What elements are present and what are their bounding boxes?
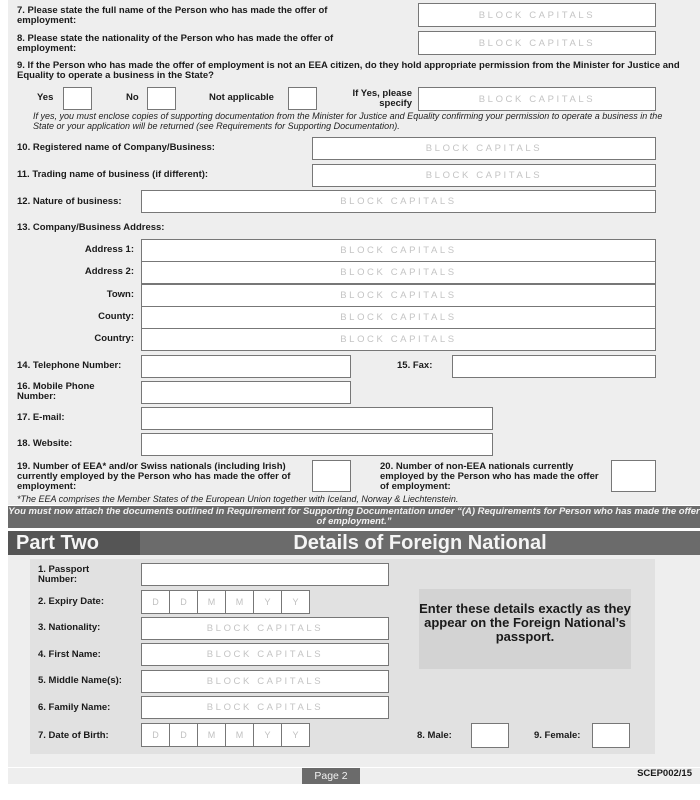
dob-year-1[interactable]: Y [253, 723, 282, 747]
q10-label: 10. Registered name of Company/Business: [17, 142, 215, 153]
placeholder: BLOCK CAPITALS [340, 312, 457, 323]
q9-no-checkbox[interactable] [147, 87, 176, 110]
q9-specify-label: If Yes, please specify [352, 88, 412, 109]
placeholder: BLOCK CAPITALS [206, 702, 324, 713]
passport-instruction-note: Enter these details exactly as they appear on the Foreign National’s passport. [419, 589, 631, 669]
town-label: Town: [106, 289, 134, 300]
address1-input[interactable] [141, 239, 656, 262]
placeholder: BLOCK CAPITALS [478, 9, 596, 21]
expiry-date-input[interactable] [141, 590, 309, 614]
q20-non-eea-count-input[interactable] [611, 460, 656, 492]
address2-input[interactable] [141, 261, 656, 284]
telephone-input[interactable] [141, 355, 351, 378]
q9-yes-label: Yes [37, 92, 54, 103]
placeholder: BLOCK CAPITALS [206, 676, 324, 687]
q9-yes-checkbox[interactable] [63, 87, 92, 110]
country-label: Country: [94, 333, 134, 344]
p2-q5-label: 5. Middle Name(s): [38, 675, 122, 686]
q16-label: 16. Mobile Phone Number: [17, 381, 95, 402]
placeholder: BLOCK CAPITALS [340, 267, 457, 278]
placeholder: BLOCK CAPITALS [206, 649, 324, 660]
q14-label: 14. Telephone Number: [17, 360, 122, 371]
placeholder: BLOCK CAPITALS [478, 93, 596, 105]
eea-footnote: *The EEA comprises the Member States of the European Union together with Iceland, Norway & Liechtenstein. [17, 494, 459, 504]
expiry-year-1[interactable]: Y [253, 590, 282, 614]
p2-q4-label: 4. First Name: [38, 649, 101, 660]
q9-specify-input[interactable] [418, 87, 656, 111]
fax-input[interactable] [452, 355, 656, 378]
county-input[interactable] [141, 306, 656, 329]
placeholder: BLOCK CAPITALS [425, 143, 543, 154]
p2-q3-label: 3. Nationality: [38, 622, 101, 633]
p2-q9-label: 9. Female: [534, 730, 581, 741]
p2-q6-label: 6. Family Name: [38, 702, 111, 713]
placeholder: BLOCK CAPITALS [340, 334, 457, 345]
attach-documents-banner: You must now attach the documents outlined in Requirement for Supporting Documentation under “(A) Requirements for Person who has made the offer of employment.” [8, 506, 700, 527]
form-code: SCEP002/15 [637, 768, 692, 779]
town-input[interactable] [141, 284, 656, 307]
q17-label: 17. E-mail: [17, 412, 65, 423]
q11-trading-name-input[interactable] [312, 164, 656, 187]
q8-offerer-nationality-input[interactable] [418, 31, 656, 55]
expiry-day-1[interactable]: D [141, 590, 170, 614]
placeholder: BLOCK CAPITALS [340, 290, 457, 301]
expiry-month-1[interactable]: M [197, 590, 226, 614]
p2-q2-label: 2. Expiry Date: [38, 596, 104, 607]
q19-label: 19. Number of EEA* and/or Swiss nationals (including Irish) currently employed by the Person who has made the offer of employment: [17, 461, 291, 492]
q20-label: 20. Number of non-EEA nationals currently employed by the Person who has made the offer of employment: [380, 461, 599, 492]
dob-day-2[interactable]: D [169, 723, 198, 747]
address1-label: Address 1: [84, 244, 134, 255]
q12-label: 12. Nature of business: [17, 196, 122, 207]
q19-eea-count-input[interactable] [312, 460, 351, 492]
first-name-input[interactable] [141, 643, 389, 666]
q18-label: 18. Website: [17, 438, 73, 449]
p2-q8-label: 8. Male: [417, 730, 452, 741]
q9-na-checkbox[interactable] [288, 87, 317, 110]
nationality-input[interactable] [141, 617, 389, 640]
placeholder: BLOCK CAPITALS [340, 196, 457, 207]
expiry-day-2[interactable]: D [169, 590, 198, 614]
female-checkbox[interactable] [592, 723, 630, 748]
q13-label: 13. Company/Business Address: [17, 222, 165, 233]
dob-day-1[interactable]: D [141, 723, 170, 747]
q7-offerer-name-input[interactable] [418, 3, 656, 27]
dob-month-1[interactable]: M [197, 723, 226, 747]
email-input[interactable] [141, 407, 493, 430]
page-number: Page 2 [302, 768, 360, 784]
county-label: County: [98, 311, 134, 322]
dob-year-2[interactable]: Y [281, 723, 310, 747]
expiry-month-2[interactable]: M [225, 590, 254, 614]
mobile-input[interactable] [141, 381, 351, 404]
q8-label: 8. Please state the nationality of the Person who has made the offer of employment: [17, 33, 334, 54]
p2-q7-label: 7. Date of Birth: [38, 730, 109, 741]
family-name-input[interactable] [141, 696, 389, 719]
q7-label: 7. Please state the full name of the Person who has made the offer of employment: [17, 5, 328, 26]
q9-label: 9. If the Person who has made the offer of employment is not an EEA citizen, do they hold appropriate permission from the Minister for Justice and Equality to operate a business in the State? [17, 60, 680, 81]
address2-label: Address 2: [84, 266, 134, 277]
placeholder: BLOCK CAPITALS [206, 623, 324, 634]
placeholder: BLOCK CAPITALS [425, 170, 543, 181]
dob-month-2[interactable]: M [225, 723, 254, 747]
q9-no-label: No [126, 92, 139, 103]
q9-note: If yes, you must enclose copies of supporting documentation from the Minister for Justice and Equality confirming your permission to operate a business in the State or your application will be returned (see Requirements for Supporting Documentation). [33, 111, 663, 131]
placeholder: BLOCK CAPITALS [478, 37, 596, 49]
q15-label: 15. Fax: [397, 360, 433, 371]
expiry-year-2[interactable]: Y [281, 590, 310, 614]
part-two-title: Details of Foreign National [293, 532, 547, 554]
part-two-tag: Part Two [8, 531, 140, 555]
country-input[interactable] [141, 328, 656, 351]
date-of-birth-input[interactable] [141, 723, 309, 747]
p2-q1-label: 1. Passport Number: [38, 564, 90, 585]
passport-number-input[interactable] [141, 563, 389, 586]
middle-name-input[interactable] [141, 670, 389, 693]
q10-registered-name-input[interactable] [312, 137, 656, 160]
placeholder: BLOCK CAPITALS [340, 245, 457, 256]
q9-na-label: Not applicable [209, 92, 274, 103]
male-checkbox[interactable] [471, 723, 509, 748]
website-input[interactable] [141, 433, 493, 456]
q12-nature-of-business-input[interactable] [141, 190, 656, 213]
q11-label: 11. Trading name of business (if different): [17, 169, 209, 180]
